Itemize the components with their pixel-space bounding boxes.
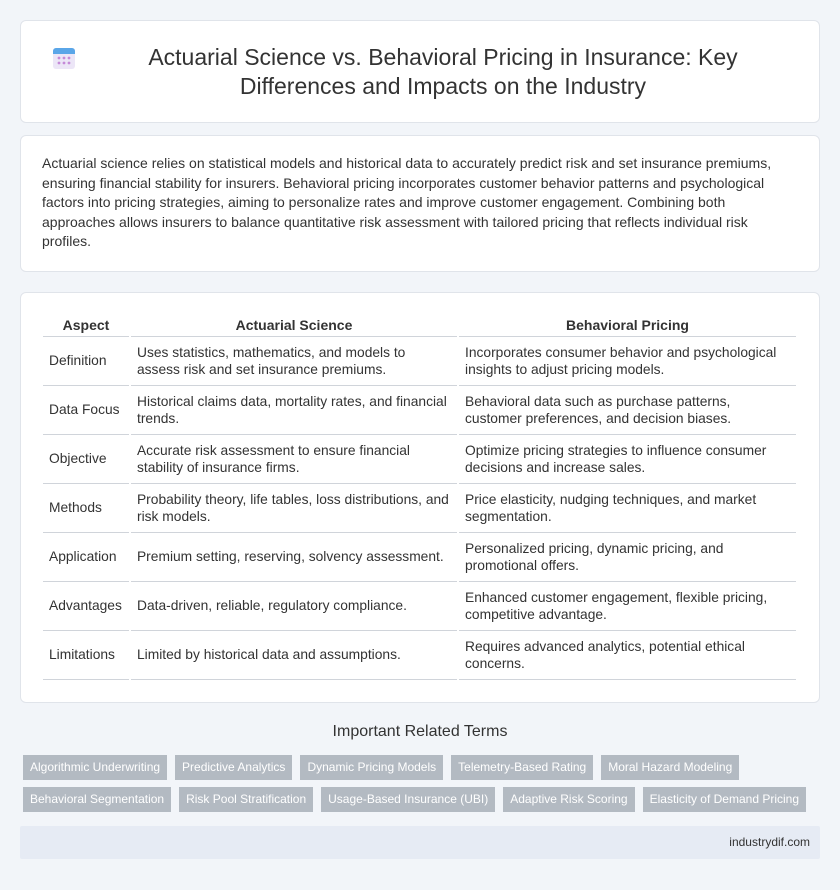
aspect-cell: Data Focus [43, 386, 129, 435]
behavioral-cell: Price elasticity, nudging techniques, and market segmentation. [459, 484, 796, 533]
behavioral-cell: Requires advanced analytics, potential ethical concerns. [459, 631, 796, 680]
header-aspect: Aspect [43, 311, 129, 337]
behavioral-cell: Incorporates consumer behavior and psychological insights to adjust pricing models. [459, 337, 796, 386]
actuarial-cell: Data-driven, reliable, regulatory compliance. [131, 582, 457, 631]
table-row [43, 582, 796, 631]
related-term-tag[interactable]: Risk Pool Stratification [179, 787, 313, 812]
footer-site-link[interactable]: industrydif.com [729, 835, 810, 849]
aspect-cell: Methods [43, 484, 129, 533]
related-terms-row [23, 787, 823, 812]
table-row [43, 386, 796, 435]
related-terms-title: Important Related Terms [332, 723, 508, 740]
actuarial-cell: Premium setting, reserving, solvency assessment. [131, 533, 457, 582]
calendar-icon [51, 45, 77, 71]
related-term-tag[interactable]: Adaptive Risk Scoring [503, 787, 634, 812]
table-row [43, 484, 796, 533]
header-behavioral-pricing: Behavioral Pricing [459, 311, 796, 337]
comparison-table [41, 311, 798, 680]
table-header-row [43, 311, 796, 337]
header-actuarial-science: Actuarial Science [131, 311, 457, 337]
behavioral-cell: Optimize pricing strategies to influence consumer decisions and increase sales. [459, 435, 796, 484]
related-term-tag[interactable]: Algorithmic Underwriting [23, 755, 167, 780]
actuarial-cell: Uses statistics, mathematics, and models to assess risk and set insurance premiums. [131, 337, 457, 386]
table-row [43, 337, 796, 386]
actuarial-cell: Accurate risk assessment to ensure financial stability of insurance firms. [131, 435, 457, 484]
related-term-tag[interactable]: Telemetry-Based Rating [451, 755, 593, 780]
related-terms-row [23, 755, 823, 780]
related-term-tag[interactable]: Usage-Based Insurance (UBI) [321, 787, 495, 812]
behavioral-cell: Personalized pricing, dynamic pricing, and promotional offers. [459, 533, 796, 582]
table-row [43, 631, 796, 680]
table-row [43, 435, 796, 484]
related-term-tag[interactable]: Behavioral Segmentation [23, 787, 171, 812]
behavioral-cell: Behavioral data such as purchase patterns, customer preferences, and decision biases. [459, 386, 796, 435]
aspect-cell: Application [43, 533, 129, 582]
aspect-cell: Objective [43, 435, 129, 484]
aspect-cell: Limitations [43, 631, 129, 680]
actuarial-cell: Probability theory, life tables, loss distributions, and risk models. [131, 484, 457, 533]
aspect-cell: Definition [43, 337, 129, 386]
intro-card [20, 135, 820, 272]
aspect-cell: Advantages [43, 582, 129, 631]
related-term-tag[interactable]: Moral Hazard Modeling [601, 755, 739, 780]
page-title: Actuarial Science vs. Behavioral Pricing in Insurance: Key Differences and Impacts on the Industry [148, 43, 738, 99]
comparison-card [20, 292, 820, 703]
title-card [20, 20, 820, 123]
behavioral-cell: Enhanced customer engagement, flexible pricing, competitive advantage. [459, 582, 796, 631]
actuarial-cell: Historical claims data, mortality rates, and financial trends. [131, 386, 457, 435]
intro-paragraph: Actuarial science relies on statistical models and historical data to accurately predict risk and set insurance premiums, ensuring financial stability for insurers. Behavioral pricing incorporates customer behavior patterns and psychological factors into pricing strategies, aiming to personalize rates and improve customer engagement. Combining both approaches allows insurers to balance quantitative risk assessment with tailored pricing that reflects individual risk profiles. [42, 155, 772, 249]
related-term-tag[interactable]: Elasticity of Demand Pricing [643, 787, 806, 812]
table-row [43, 533, 796, 582]
related-term-tag[interactable]: Dynamic Pricing Models [300, 755, 443, 780]
footer [20, 826, 820, 859]
related-term-tag[interactable]: Predictive Analytics [175, 755, 292, 780]
actuarial-cell: Limited by historical data and assumptions. [131, 631, 457, 680]
